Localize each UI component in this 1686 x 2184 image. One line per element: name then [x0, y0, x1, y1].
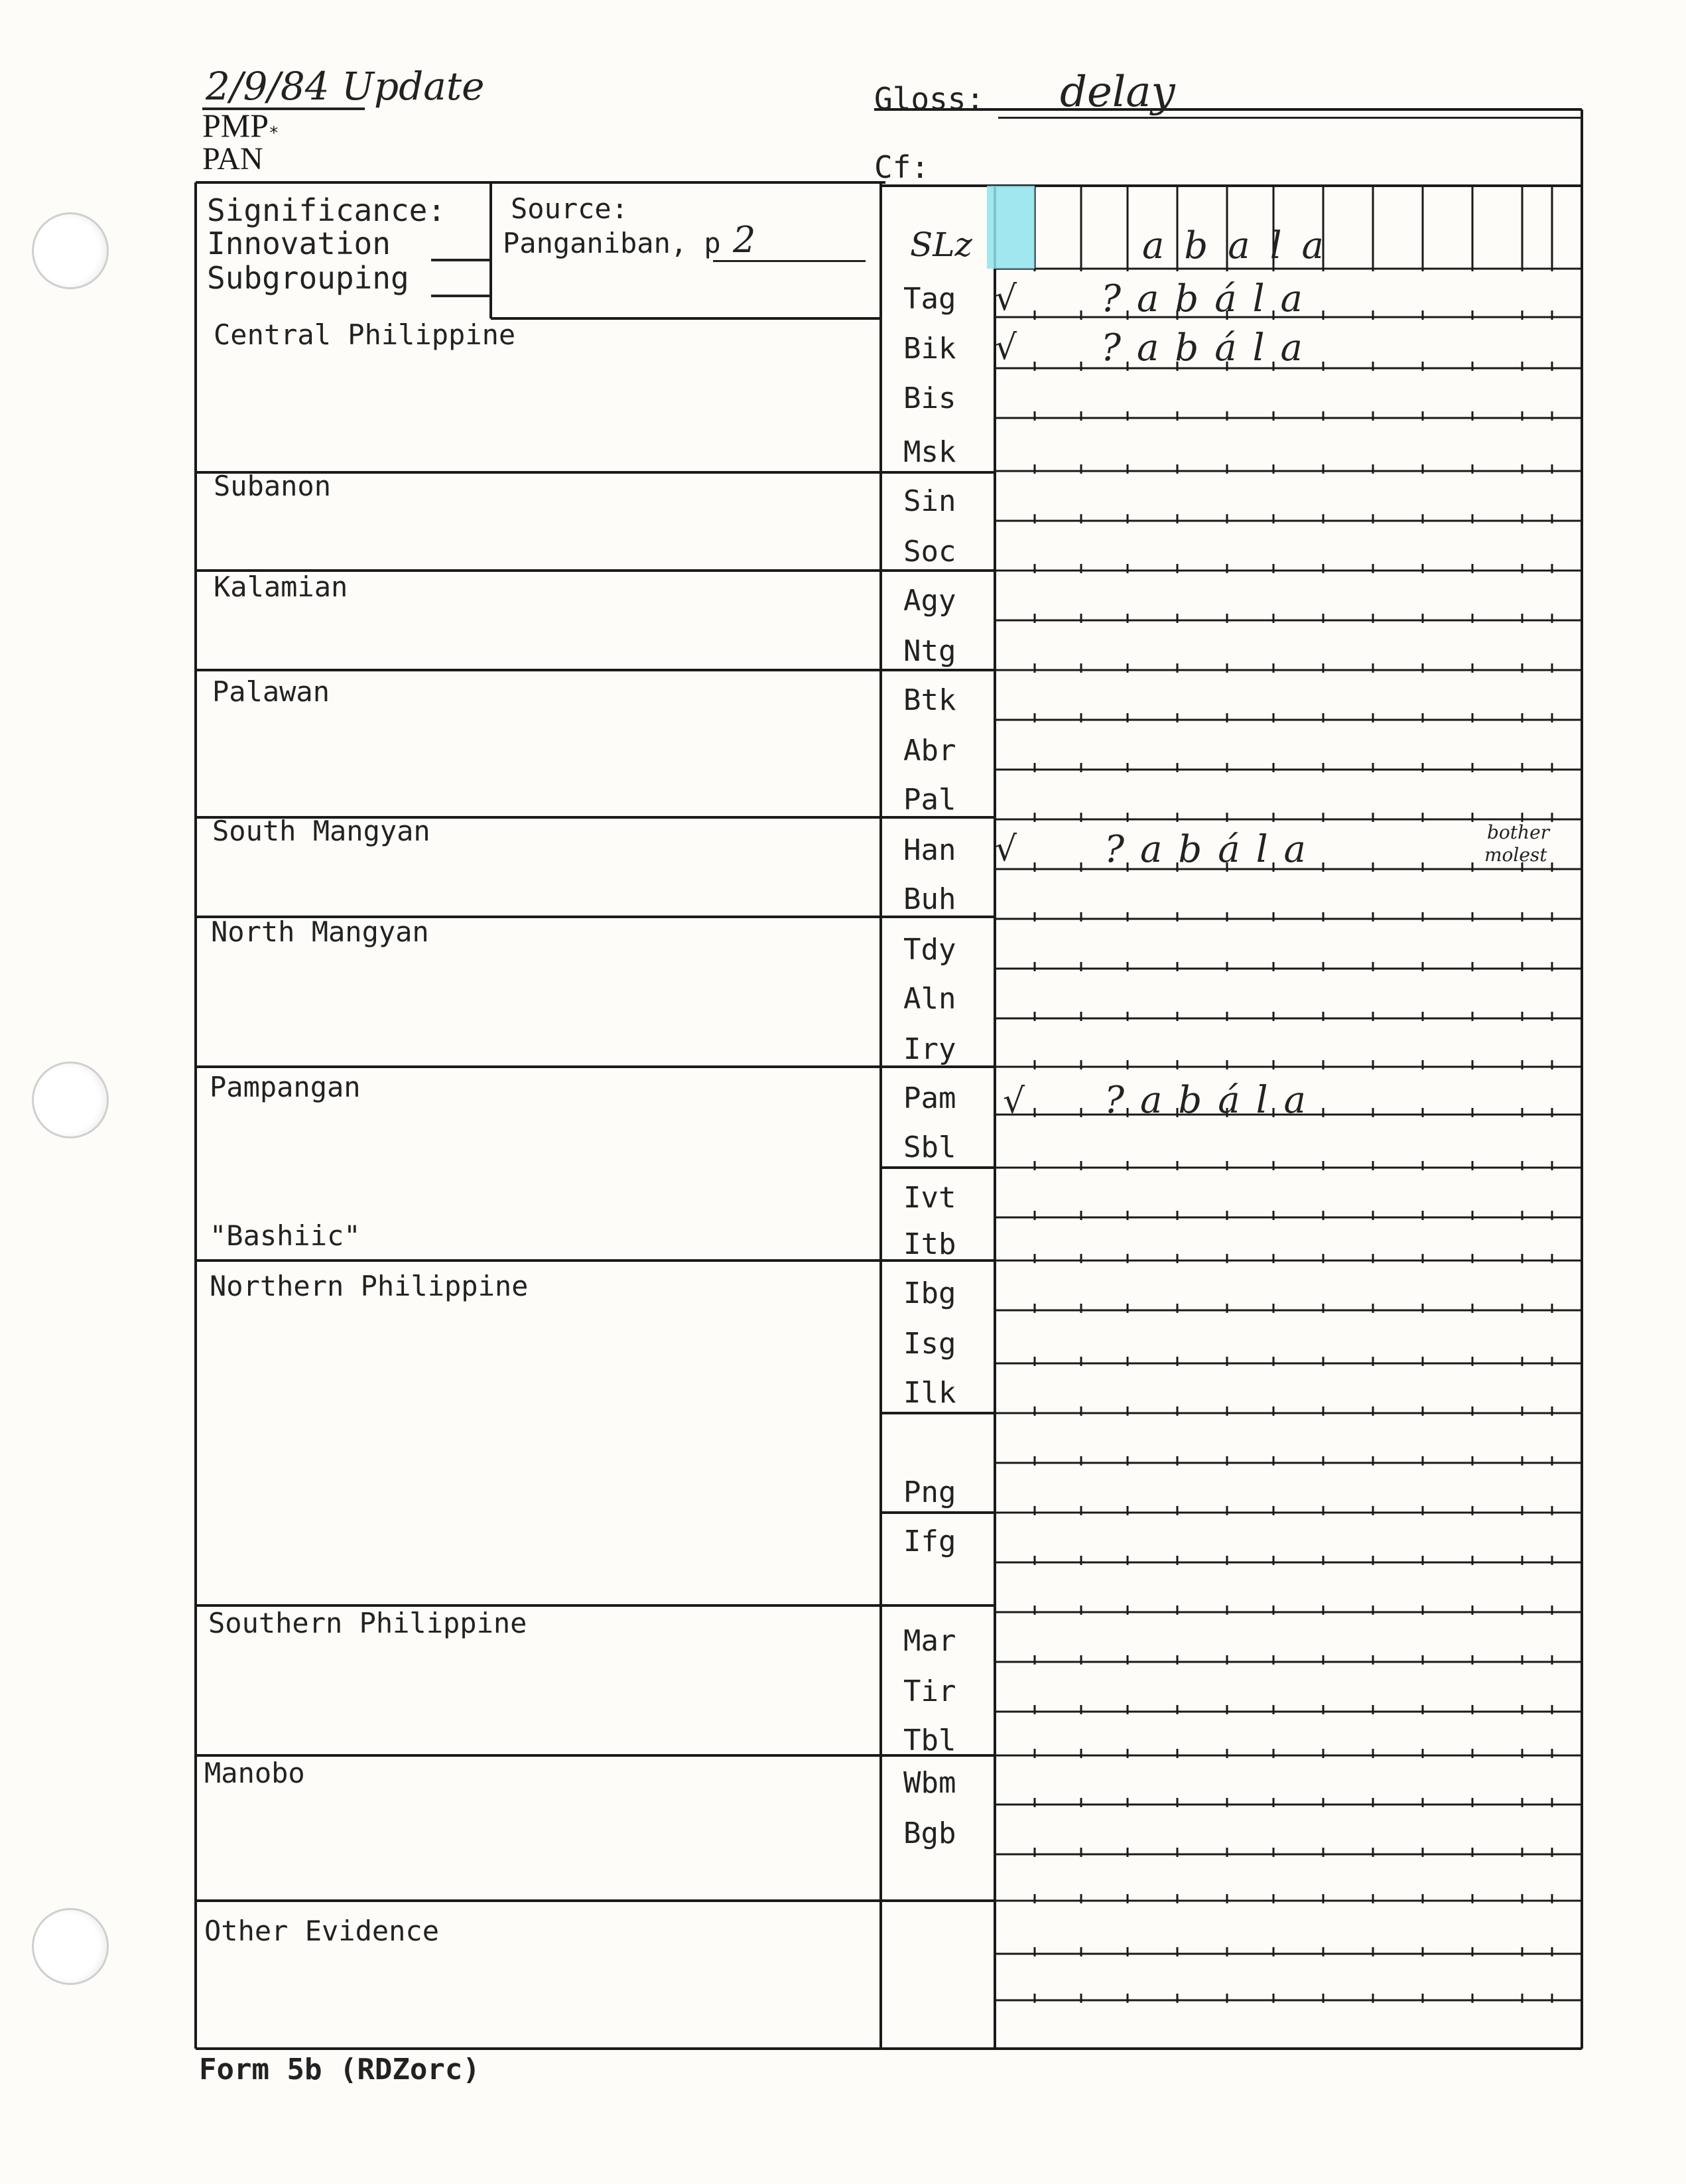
subgrouping-label: Subgrouping [207, 260, 409, 296]
group-central-philippine: Central Philippine [214, 318, 516, 351]
group-northern-philippine: Northern Philippine [210, 1270, 529, 1302]
group-southern-philippine: Southern Philippine [208, 1607, 527, 1639]
entry-han-note-molest: molest [1484, 844, 1547, 866]
group-manobo: Manobo [204, 1757, 305, 1789]
entry-han-check: √ [995, 829, 1017, 869]
date-note: 2/9/84 Update [206, 64, 485, 109]
group-south-mangyan: South Mangyan [212, 815, 430, 847]
group-pampangan: Pampangan [210, 1071, 361, 1103]
entry-slz: abala [1142, 224, 1344, 267]
source-page-underline [713, 260, 866, 262]
pmp-label: PMP [202, 107, 269, 144]
group-palawan: Palawan [212, 675, 330, 708]
source-label: Source: [511, 192, 629, 225]
gloss-label: Gloss: [874, 81, 985, 117]
entry-bik-check: √ [995, 328, 1017, 368]
entry-tag-check: √ [995, 279, 1017, 318]
source-value: Panganiban, p [503, 227, 721, 259]
innovation-blank [431, 259, 491, 261]
group-north-mangyan: North Mangyan [211, 916, 429, 948]
significance-label: Significance: [207, 192, 446, 228]
lang-slz: SLz [910, 226, 972, 264]
innovation-label: Innovation [207, 226, 391, 261]
source-page: 2 [733, 219, 756, 261]
entry-han: ?abála [1104, 828, 1322, 871]
entry-han-note-bother: bother [1487, 821, 1550, 843]
form-footer: Form 5b (RDZorc) [199, 2053, 480, 2086]
group-subanon: Subanon [214, 470, 332, 502]
entry-pam: ?abála [1104, 1079, 1322, 1122]
group-other-evidence: Other Evidence [204, 1915, 440, 1947]
entry-pam-check: √ [1003, 1081, 1025, 1121]
gloss-underline [998, 117, 1582, 119]
entry-bik: ?abála [1101, 326, 1319, 370]
entry-tag: ?abála [1101, 277, 1319, 320]
gloss-value: delay [1060, 68, 1175, 117]
group-bashiic: "Bashiic" [210, 1219, 361, 1252]
pan-label: PAN [202, 141, 263, 176]
pmp-star: * [269, 123, 279, 143]
subgrouping-blank [431, 295, 491, 297]
cf-label: Cf: [874, 149, 930, 185]
group-kalamian: Kalamian [214, 571, 348, 603]
